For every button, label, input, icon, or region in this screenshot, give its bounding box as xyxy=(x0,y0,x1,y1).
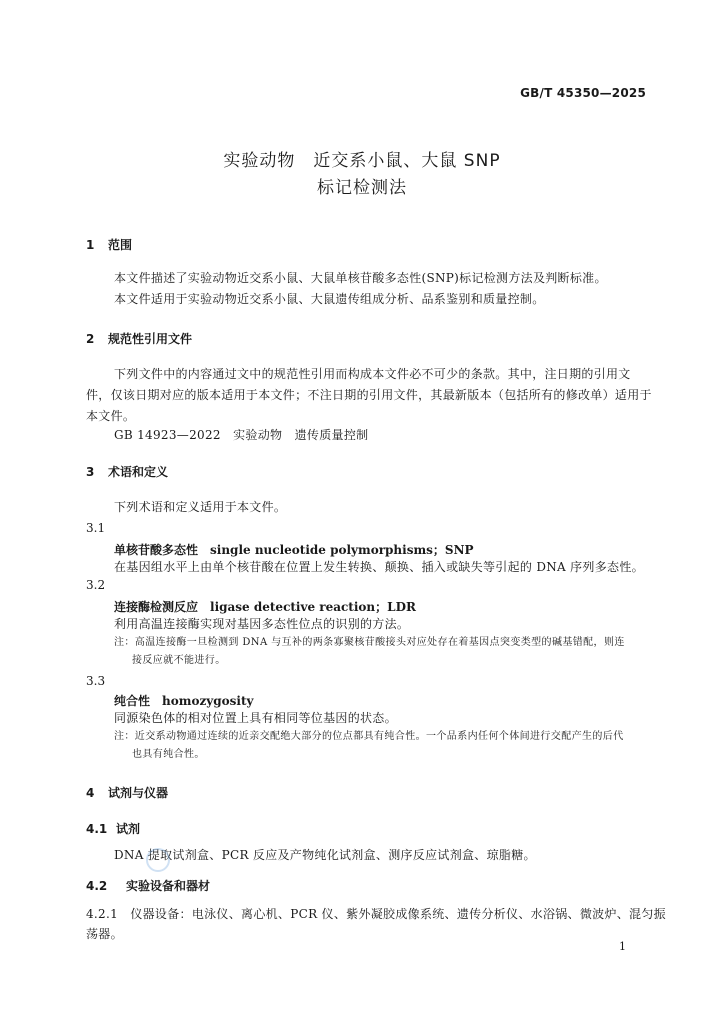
term-chinese: 纯合性 xyxy=(114,694,151,708)
term-entry xyxy=(114,598,416,615)
paragraph-line: 下列文件中的内容通过文中的规范性引用而构成本文件必不可少的条款。其中，注日期的引用文 xyxy=(114,367,631,381)
normative-reference: GB 14923—2022 实验动物 遗传质量控制 xyxy=(114,428,369,442)
term-chinese: 单核苷酸多态性 xyxy=(114,543,199,557)
subsection-4-1-heading xyxy=(86,820,140,837)
term-definition: 利用高温连接酶实现对基因多态性位点的识别的方法。 xyxy=(114,617,410,631)
paragraph: 本文件描述了实验动物近交系小鼠、大鼠单核苷酸多态性(SNP)标记检测方法及判断标准。 xyxy=(114,271,607,285)
paragraph-line: 件，仅该日期对应的版本适用于本文件；不注日期的引用文件，其最新版本（包括所有的修改单）适用于 xyxy=(86,388,652,402)
term-english: ligase detective reaction；LDR xyxy=(210,600,416,614)
clause-number: 3.3 xyxy=(86,674,106,688)
term-definition: 在基因组水平上由单个核苷酸在位置上发生转换、颠换、插入或缺失等引起的 DNA 序列多态性。 xyxy=(114,560,644,574)
note-line: 注：高温连接酶一旦检测到 DNA 与互补的两条寡聚核苷酸接头对应处存在着基因点突变类型的碱基错配，则连 xyxy=(114,637,625,648)
clause-number: 3.2 xyxy=(86,578,106,592)
subsection-title: 试剂 xyxy=(116,822,141,836)
paragraph: DNA 提取试剂盒、PCR 反应及产物纯化试剂盒、测序反应试剂盒、琼脂糖。 xyxy=(114,848,536,862)
subsection-number: 4.2 xyxy=(86,879,108,893)
term-english: single nucleotide polymorphisms；SNP xyxy=(210,543,474,557)
term-english: homozygosity xyxy=(162,694,254,708)
section-title: 术语和定义 xyxy=(108,465,169,479)
note-line: 注：近交系动物通过连续的近亲交配绝大部分的位点都具有纯合性。一个品系内任何个体间进行交配产生的后代 xyxy=(114,731,624,742)
subsection-4-2-heading xyxy=(86,877,210,894)
section-2-heading xyxy=(86,330,192,347)
note-line: 也具有纯合性。 xyxy=(132,749,205,760)
paragraph-line: 4.2.1 仪器设备：电泳仪、离心机、PCR 仪、紫外凝胶成像系统、遗传分析仪、水浴锅、微波炉、混匀振 xyxy=(86,907,666,921)
term-chinese: 连接酶检测反应 xyxy=(114,600,199,614)
section-4-heading xyxy=(86,784,168,801)
paragraph: 下列术语和定义适用于本文件。 xyxy=(114,500,287,514)
section-title: 规范性引用文件 xyxy=(108,332,193,346)
section-number: 3 xyxy=(86,465,95,479)
section-number: 1 xyxy=(86,238,95,252)
paragraph: 本文件适用于实验动物近交系小鼠、大鼠遗传组成分析、品系鉴别和质量控制。 xyxy=(114,292,545,306)
term-entry xyxy=(114,692,253,709)
subsection-title: 实验设备和器材 xyxy=(126,879,211,893)
section-title: 试剂与仪器 xyxy=(108,786,169,800)
document-title-line-1: 实验动物 近交系小鼠、大鼠 SNP xyxy=(223,151,501,171)
document-title-line-2: 标记检测法 xyxy=(317,178,407,198)
page-number: 1 xyxy=(619,940,626,953)
note-line: 接反应就不能进行。 xyxy=(132,655,226,666)
standard-number: GB/T 45350—2025 xyxy=(520,86,646,100)
section-number: 2 xyxy=(86,332,95,346)
paragraph-line: 本文件。 xyxy=(86,409,136,423)
term-definition: 同源染色体的相对位置上具有相同等位基因的状态。 xyxy=(114,711,397,725)
section-1-heading xyxy=(86,236,132,253)
section-number: 4 xyxy=(86,786,95,800)
subsection-number: 4.1 xyxy=(86,822,108,836)
clause-number: 3.1 xyxy=(86,521,106,535)
section-3-heading xyxy=(86,463,168,480)
watermark-mark xyxy=(146,848,170,872)
section-title: 范围 xyxy=(108,238,133,252)
paragraph-line: 荡器。 xyxy=(86,927,123,941)
term-entry xyxy=(114,541,474,558)
